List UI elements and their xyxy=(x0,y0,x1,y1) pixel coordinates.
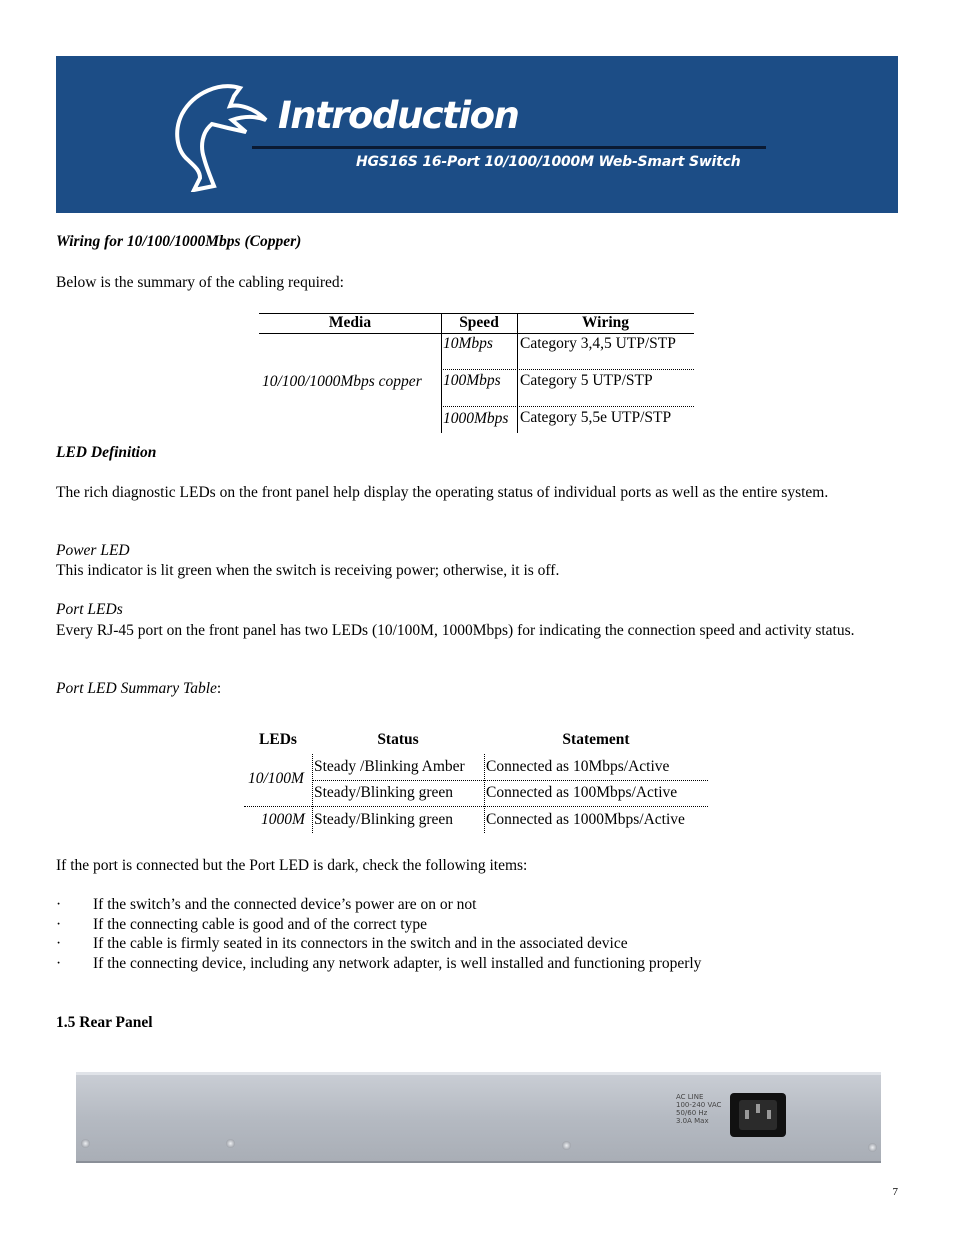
status-cell: Steady/Blinking green xyxy=(314,811,454,828)
bullet: · xyxy=(56,896,62,913)
summary-label-line xyxy=(56,680,221,698)
wiring-cell: Category 5 UTP/STP xyxy=(520,372,653,389)
header-status: Status xyxy=(377,731,419,748)
statement-cell: Connected as 10Mbps/Active xyxy=(486,758,670,775)
summary-colon: : xyxy=(216,680,222,697)
socket-inner xyxy=(739,1100,777,1130)
socket-pin xyxy=(767,1110,771,1119)
header-media: Media xyxy=(328,314,372,331)
column-divider xyxy=(484,754,485,833)
bullet: · xyxy=(56,916,62,933)
screw-icon xyxy=(81,1139,90,1148)
speed-cell: 10Mbps xyxy=(443,335,493,352)
ac-label-line: AC LINE xyxy=(676,1093,704,1101)
row-divider xyxy=(441,406,694,407)
column-divider xyxy=(517,313,518,433)
banner-rule xyxy=(252,146,766,149)
dark-led-intro: If the port is connected but the Port LED is dark, check the following items: xyxy=(56,857,528,874)
ac-label-line: 3.0A Max xyxy=(676,1117,709,1125)
cabling-table xyxy=(259,313,694,433)
screw-icon xyxy=(868,1143,877,1152)
socket-pin xyxy=(745,1110,749,1119)
bullet: · xyxy=(56,935,62,952)
socket-pin xyxy=(756,1104,760,1113)
speed-cell: 100Mbps xyxy=(443,372,501,389)
ac-power-socket-icon xyxy=(730,1093,786,1137)
row-divider xyxy=(312,780,708,781)
port-leds-text: Every RJ-45 port on the front panel has two LEDs (10/100M, 1000Mbps) for indicating the connection speed and activity status. xyxy=(56,622,855,639)
eagle-head-logo-icon xyxy=(170,74,270,192)
banner-subtitle: HGS16S 16-Port 10/100/1000M Web-Smart Switch xyxy=(356,154,741,170)
header-bottom-border xyxy=(259,333,694,334)
wiring-heading: Wiring for 10/100/1000Mbps (Copper) xyxy=(56,233,302,250)
header-leds: LEDs xyxy=(259,731,297,748)
wiring-cell: Category 3,4,5 UTP/STP xyxy=(520,335,676,352)
screw-icon xyxy=(562,1141,571,1150)
statement-cell: Connected as 1000Mbps/Active xyxy=(486,811,685,828)
led-cell: 1000M xyxy=(261,811,305,828)
header-statement: Statement xyxy=(562,731,630,748)
list-item-text: If the connecting cable is good and of the correct type xyxy=(93,916,427,933)
power-led-title: Power LED xyxy=(56,542,130,559)
list-item-text: If the cable is firmly seated in its connectors in the switch and in the associated device xyxy=(93,935,628,952)
ac-label-line: 50/60 Hz xyxy=(676,1109,708,1117)
banner-title: Introduction xyxy=(278,94,519,137)
rear-panel-heading: 1.5 Rear Panel xyxy=(56,1014,153,1031)
led-cell: 10/100M xyxy=(248,770,304,787)
led-summary-table xyxy=(244,727,708,835)
page-number: 7 xyxy=(892,1186,898,1198)
speed-cell: 1000Mbps xyxy=(443,410,509,427)
led-intro: The rich diagnostic LEDs on the front panel help display the operating status of individual ports as well as the entire system. xyxy=(56,484,829,501)
status-cell: Steady /Blinking Amber xyxy=(314,758,465,775)
column-divider xyxy=(441,313,442,433)
power-led-text: This indicator is lit green when the switch is receiving power; otherwise, it is off. xyxy=(56,562,560,579)
list-item-text: If the connecting device, including any network adapter, is well installed and functioning properly xyxy=(93,955,702,972)
cabling-intro: Below is the summary of the cabling required: xyxy=(56,274,344,291)
wiring-cell: Category 5,5e UTP/STP xyxy=(520,409,672,426)
statement-cell: Connected as 100Mbps/Active xyxy=(486,784,678,801)
row-divider xyxy=(441,369,694,370)
column-divider xyxy=(312,754,313,833)
header-banner xyxy=(56,56,898,213)
screw-icon xyxy=(226,1139,235,1148)
list-item-text: If the switch’s and the connected device’s power are on or not xyxy=(93,896,477,913)
header-wiring: Wiring xyxy=(581,314,630,331)
media-cell: 10/100/1000Mbps copper xyxy=(262,373,422,390)
bullet: · xyxy=(56,955,62,972)
status-cell: Steady/Blinking green xyxy=(314,784,454,801)
summary-label: Port LED Summary Table xyxy=(56,680,217,697)
ac-line-label xyxy=(676,1093,721,1125)
port-leds-title: Port LEDs xyxy=(56,601,123,618)
rear-panel-image xyxy=(76,1072,881,1163)
ac-label-line: 100-240 VAC xyxy=(676,1101,722,1109)
row-divider xyxy=(244,806,708,807)
led-heading: LED Definition xyxy=(56,444,157,461)
header-speed: Speed xyxy=(459,314,499,331)
